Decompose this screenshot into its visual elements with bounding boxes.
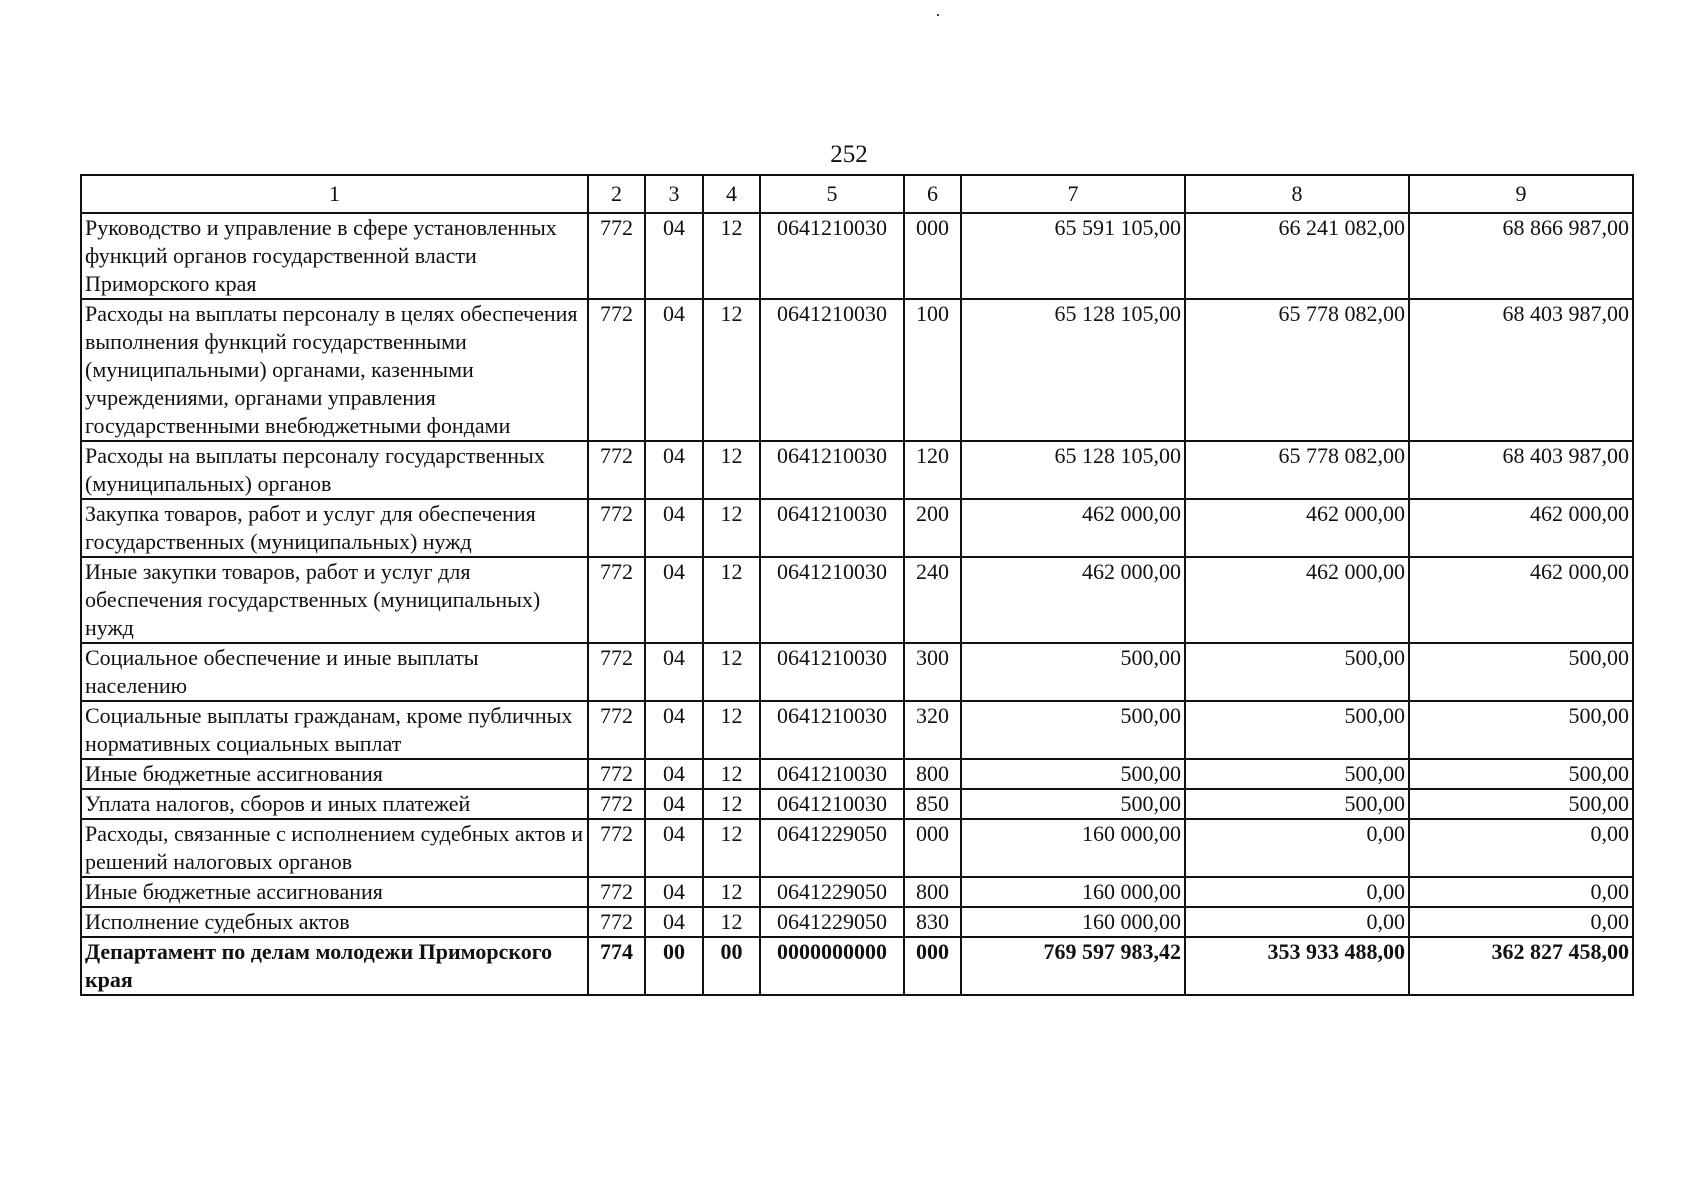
col-header: 6: [904, 175, 961, 213]
table-row: [81, 701, 1633, 759]
amount-col-9: 500,00: [1409, 759, 1633, 789]
code-ministry: 772: [588, 819, 645, 877]
code-subsection: 12: [703, 819, 760, 877]
code-section: 00: [645, 937, 703, 995]
amount-col-7: 500,00: [961, 643, 1185, 701]
scan-speck: [937, 14, 939, 16]
code-section: 04: [645, 499, 703, 557]
amount-col-8: 65 778 082,00: [1185, 441, 1409, 499]
code-ministry: 772: [588, 499, 645, 557]
code-ministry: 772: [588, 441, 645, 499]
amount-col-8: 353 933 488,00: [1185, 937, 1409, 995]
row-description: Иные бюджетные ассигнования: [81, 759, 588, 789]
amount-col-7: 160 000,00: [961, 819, 1185, 877]
amount-col-7: 65 591 105,00: [961, 213, 1185, 299]
code-target-article: 0641210030: [760, 759, 904, 789]
code-subsection: 12: [703, 789, 760, 819]
col-header: 5: [760, 175, 904, 213]
code-expense-type: 000: [904, 213, 961, 299]
code-section: 04: [645, 789, 703, 819]
col-header: 9: [1409, 175, 1633, 213]
table-row: [81, 643, 1633, 701]
budget-table: [80, 174, 1634, 996]
code-subsection: 12: [703, 907, 760, 937]
code-expense-type: 800: [904, 877, 961, 907]
table-row: [81, 907, 1633, 937]
amount-col-7: 462 000,00: [961, 499, 1185, 557]
code-target-article: 0641210030: [760, 557, 904, 643]
table-row: [81, 213, 1633, 299]
code-subsection: 12: [703, 213, 760, 299]
code-ministry: 772: [588, 759, 645, 789]
code-subsection: 12: [703, 299, 760, 441]
amount-col-8: 0,00: [1185, 907, 1409, 937]
amount-col-7: 462 000,00: [961, 557, 1185, 643]
code-target-article: 0641210030: [760, 643, 904, 701]
code-target-article: 0641210030: [760, 441, 904, 499]
row-description: Иные закупки товаров, работ и услуг для обеспечения государственных (муниципальных) нужд: [81, 557, 588, 643]
col-header: 8: [1185, 175, 1409, 213]
amount-col-9: 500,00: [1409, 643, 1633, 701]
col-header: 4: [703, 175, 760, 213]
amount-col-7: 500,00: [961, 701, 1185, 759]
col-header: 2: [588, 175, 645, 213]
table-row: [81, 819, 1633, 877]
table-row: [81, 299, 1633, 441]
table-row: [81, 499, 1633, 557]
amount-col-9: 0,00: [1409, 907, 1633, 937]
code-target-article: 0641210030: [760, 789, 904, 819]
amount-col-7: 65 128 105,00: [961, 441, 1185, 499]
row-description: Социальные выплаты гражданам, кроме публичных нормативных социальных выплат: [81, 701, 588, 759]
code-subsection: 12: [703, 441, 760, 499]
row-description: Уплата налогов, сборов и иных платежей: [81, 789, 588, 819]
row-description: Расходы на выплаты персоналу государственных (муниципальных) органов: [81, 441, 588, 499]
row-description: Социальное обеспечение и иные выплаты населению: [81, 643, 588, 701]
code-section: 04: [645, 557, 703, 643]
code-ministry: 772: [588, 789, 645, 819]
code-ministry: 772: [588, 701, 645, 759]
amount-col-7: 65 128 105,00: [961, 299, 1185, 441]
table-row: [81, 557, 1633, 643]
code-subsection: 12: [703, 877, 760, 907]
amount-col-8: 462 000,00: [1185, 499, 1409, 557]
code-expense-type: 200: [904, 499, 961, 557]
col-header: 1: [81, 175, 588, 213]
amount-col-7: 769 597 983,42: [961, 937, 1185, 995]
page-number: 252: [830, 141, 868, 168]
code-target-article: 0641229050: [760, 819, 904, 877]
code-subsection: 12: [703, 499, 760, 557]
code-expense-type: 300: [904, 643, 961, 701]
amount-col-9: 500,00: [1409, 701, 1633, 759]
code-ministry: 772: [588, 299, 645, 441]
code-section: 04: [645, 213, 703, 299]
amount-col-9: 68 866 987,00: [1409, 213, 1633, 299]
code-target-article: 0641210030: [760, 299, 904, 441]
amount-col-9: 68 403 987,00: [1409, 299, 1633, 441]
amount-col-9: 68 403 987,00: [1409, 441, 1633, 499]
code-target-article: 0641229050: [760, 877, 904, 907]
code-target-article: 0000000000: [760, 937, 904, 995]
code-ministry: 772: [588, 907, 645, 937]
code-target-article: 0641210030: [760, 701, 904, 759]
code-expense-type: 830: [904, 907, 961, 937]
col-header: 3: [645, 175, 703, 213]
code-expense-type: 000: [904, 819, 961, 877]
code-expense-type: 320: [904, 701, 961, 759]
amount-col-8: 66 241 082,00: [1185, 213, 1409, 299]
amount-col-8: 500,00: [1185, 759, 1409, 789]
table-row: [81, 937, 1633, 995]
amount-col-9: 0,00: [1409, 877, 1633, 907]
code-ministry: 772: [588, 877, 645, 907]
code-section: 04: [645, 759, 703, 789]
code-expense-type: 100: [904, 299, 961, 441]
amount-col-8: 500,00: [1185, 643, 1409, 701]
code-target-article: 0641229050: [760, 907, 904, 937]
code-expense-type: 850: [904, 789, 961, 819]
code-section: 04: [645, 819, 703, 877]
header-row: [81, 175, 1633, 213]
table-row: [81, 789, 1633, 819]
amount-col-8: 65 778 082,00: [1185, 299, 1409, 441]
code-ministry: 772: [588, 213, 645, 299]
row-description: Исполнение судебных актов: [81, 907, 588, 937]
code-subsection: 12: [703, 759, 760, 789]
amount-col-9: 0,00: [1409, 819, 1633, 877]
code-subsection: 12: [703, 557, 760, 643]
code-section: 04: [645, 907, 703, 937]
code-section: 04: [645, 643, 703, 701]
row-description: Расходы, связанные с исполнением судебных актов и решений налоговых органов: [81, 819, 588, 877]
code-target-article: 0641210030: [760, 213, 904, 299]
amount-col-8: 500,00: [1185, 701, 1409, 759]
code-section: 04: [645, 701, 703, 759]
table-row: [81, 441, 1633, 499]
amount-col-7: 160 000,00: [961, 877, 1185, 907]
code-subsection: 12: [703, 701, 760, 759]
amount-col-7: 500,00: [961, 759, 1185, 789]
amount-col-7: 160 000,00: [961, 907, 1185, 937]
amount-col-8: 462 000,00: [1185, 557, 1409, 643]
row-description: Иные бюджетные ассигнования: [81, 877, 588, 907]
row-description: Закупка товаров, работ и услуг для обеспечения государственных (муниципальных) нужд: [81, 499, 588, 557]
amount-col-9: 462 000,00: [1409, 499, 1633, 557]
amount-col-9: 462 000,00: [1409, 557, 1633, 643]
row-description: Расходы на выплаты персоналу в целях обеспечения выполнения функций государственными (муниципальными) органами, казенными учреждениями, органами управления государственными внебюджетными фондами: [81, 299, 588, 441]
code-section: 04: [645, 441, 703, 499]
code-subsection: 00: [703, 937, 760, 995]
code-expense-type: 000: [904, 937, 961, 995]
code-expense-type: 800: [904, 759, 961, 789]
code-ministry: 772: [588, 557, 645, 643]
code-expense-type: 240: [904, 557, 961, 643]
code-target-article: 0641210030: [760, 499, 904, 557]
amount-col-9: 500,00: [1409, 789, 1633, 819]
code-section: 04: [645, 299, 703, 441]
row-description: Департамент по делам молодежи Приморского края: [81, 937, 588, 995]
code-ministry: 774: [588, 937, 645, 995]
row-description: Руководство и управление в сфере установленных функций органов государственной власти Приморского края: [81, 213, 588, 299]
code-subsection: 12: [703, 643, 760, 701]
amount-col-8: 500,00: [1185, 789, 1409, 819]
table-row: [81, 877, 1633, 907]
amount-col-8: 0,00: [1185, 877, 1409, 907]
col-header: 7: [961, 175, 1185, 213]
table-row: [81, 759, 1633, 789]
code-expense-type: 120: [904, 441, 961, 499]
amount-col-9: 362 827 458,00: [1409, 937, 1633, 995]
code-section: 04: [645, 877, 703, 907]
code-ministry: 772: [588, 643, 645, 701]
amount-col-7: 500,00: [961, 789, 1185, 819]
amount-col-8: 0,00: [1185, 819, 1409, 877]
